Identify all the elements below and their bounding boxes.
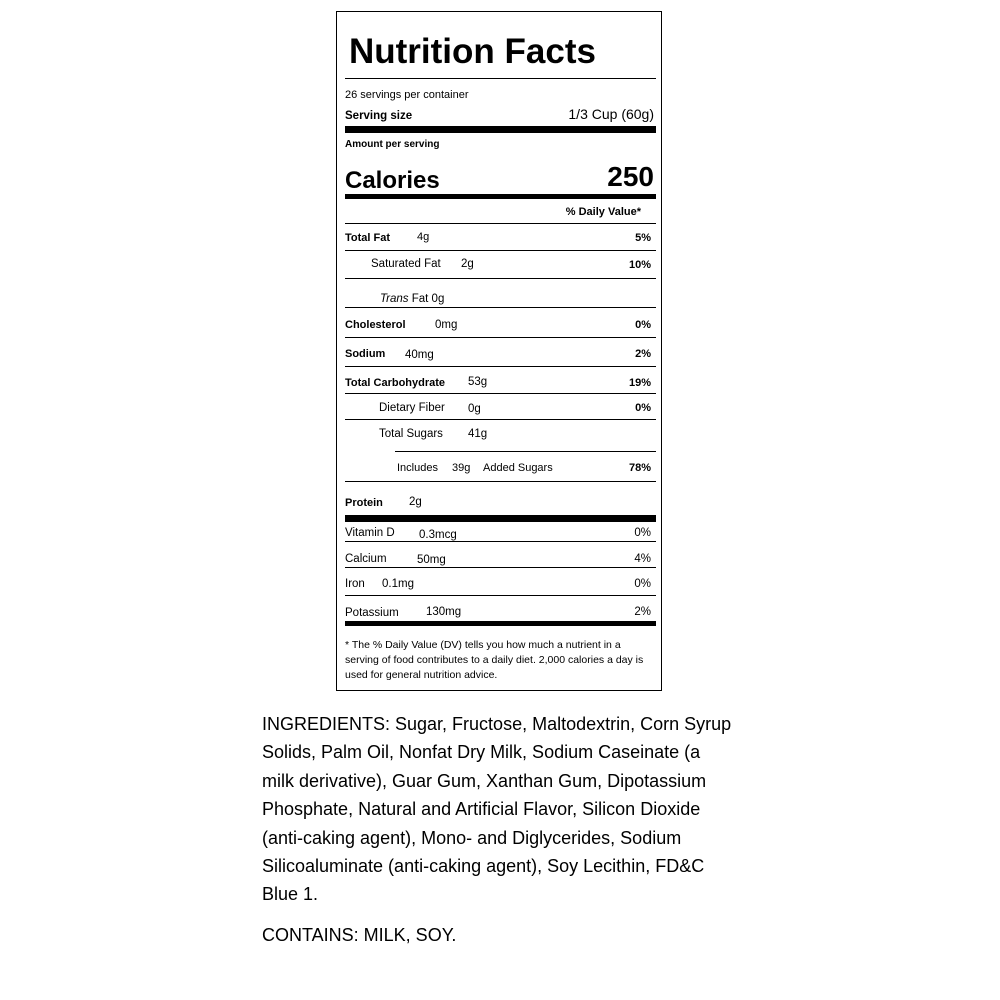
trans-fat-label-italic: Trans xyxy=(380,293,409,305)
protein-label: Protein xyxy=(345,497,383,509)
total-carbohydrate-dv: 19% xyxy=(628,377,651,389)
vitamin-d-dv: 0% xyxy=(634,527,651,539)
potassium-dv: 2% xyxy=(634,606,651,618)
calories-label: Calories xyxy=(345,167,440,194)
total-fat-dv: 5% xyxy=(635,232,651,244)
nutrition-facts-label xyxy=(336,11,662,691)
saturated-fat-dv: 10% xyxy=(628,259,651,271)
saturated-fat-amount: 2g xyxy=(461,258,474,270)
added-sugars-prefix: Includes xyxy=(397,462,438,474)
cholesterol-label: Cholesterol xyxy=(345,319,406,331)
divider xyxy=(345,307,656,308)
divider xyxy=(395,451,656,452)
divider xyxy=(345,541,656,542)
sodium-label: Sodium xyxy=(345,348,386,360)
divider xyxy=(345,250,656,251)
amount-per-serving: Amount per serving xyxy=(345,139,440,150)
divider xyxy=(345,366,656,367)
sodium-dv: 2% xyxy=(635,348,651,360)
divider xyxy=(345,481,656,482)
added-sugars-label: Added Sugars xyxy=(483,462,553,474)
total-sugars-label: Total Sugars xyxy=(379,428,443,440)
total-carbohydrate-label: Total Carbohydrate xyxy=(345,377,446,389)
daily-value-header: % Daily Value* xyxy=(565,206,641,218)
divider xyxy=(345,223,656,224)
trans-fat-row xyxy=(380,292,444,306)
potassium-amount: 130mg xyxy=(426,606,462,618)
daily-value-footnote: * The % Daily Value (DV) tells you how much a nutrient in a serving of food contributes to a daily diet. 2,000 calories a day is used for general nutrition advice. xyxy=(345,639,644,681)
potassium-label: Potassium xyxy=(345,607,399,619)
trans-fat-label: Fat 0g xyxy=(408,293,445,305)
divider xyxy=(345,278,656,279)
total-fat-amount: 4g xyxy=(417,231,430,243)
cholesterol-amount: 0mg xyxy=(435,319,458,331)
added-sugars-amount: 39g xyxy=(452,462,471,474)
saturated-fat-label: Saturated Fat xyxy=(371,258,441,270)
total-fat-label: Total Fat xyxy=(345,232,391,244)
iron-dv: 0% xyxy=(634,578,651,590)
calcium-label: Calcium xyxy=(345,553,387,565)
iron-label: Iron xyxy=(345,578,365,590)
iron-amount: 0.1mg xyxy=(382,578,414,590)
total-sugars-amount: 41g xyxy=(468,428,488,440)
divider xyxy=(345,567,656,568)
cholesterol-dv: 0% xyxy=(635,319,651,331)
added-sugars-dv: 78% xyxy=(628,462,651,474)
serving-size-label: Serving size xyxy=(345,110,413,122)
dietary-fiber-label: Dietary Fiber xyxy=(379,402,445,414)
divider xyxy=(345,419,656,420)
divider xyxy=(345,595,656,596)
divider xyxy=(345,393,656,394)
calories-value: 250 xyxy=(607,161,654,192)
dietary-fiber-amount: 0g xyxy=(468,403,481,415)
total-carbohydrate-amount: 53g xyxy=(468,376,488,388)
ingredients-text: INGREDIENTS: Sugar, Fructose, Maltodextrin, Corn Syrup Solids, Palm Oil, Nonfat Dry Milk, Sodium Caseinate (a milk derivative), Guar Gum, Xanthan Gum, Dipotassium Phosphate, Natural and Artificial Flavor, Silicon Dioxide (anti-caking agent), Mono- and Diglycerides, Sodium Silicoaluminate (anti-caking agent), Soy Lecithin, FD&C Blue 1. xyxy=(262,714,732,905)
calcium-amount: 50mg xyxy=(417,554,446,566)
divider xyxy=(345,337,656,338)
thick-divider xyxy=(345,515,656,522)
vitamin-d-label: Vitamin D xyxy=(345,527,395,539)
thick-divider xyxy=(345,621,656,626)
calcium-dv: 4% xyxy=(634,553,651,565)
servings-per-container: 26 servings per container xyxy=(345,89,469,101)
protein-amount: 2g xyxy=(409,496,422,508)
divider xyxy=(345,78,656,79)
serving-size-value: 1/3 Cup (60g) xyxy=(568,106,654,122)
thick-divider xyxy=(345,194,656,199)
sodium-amount: 40mg xyxy=(405,349,434,361)
thick-divider xyxy=(345,126,656,133)
vitamin-d-amount: 0.3mcg xyxy=(419,529,457,541)
allergen-statement: CONTAINS: MILK, SOY. xyxy=(262,925,457,945)
dietary-fiber-dv: 0% xyxy=(635,402,651,414)
label-title: Nutrition Facts xyxy=(349,32,596,71)
